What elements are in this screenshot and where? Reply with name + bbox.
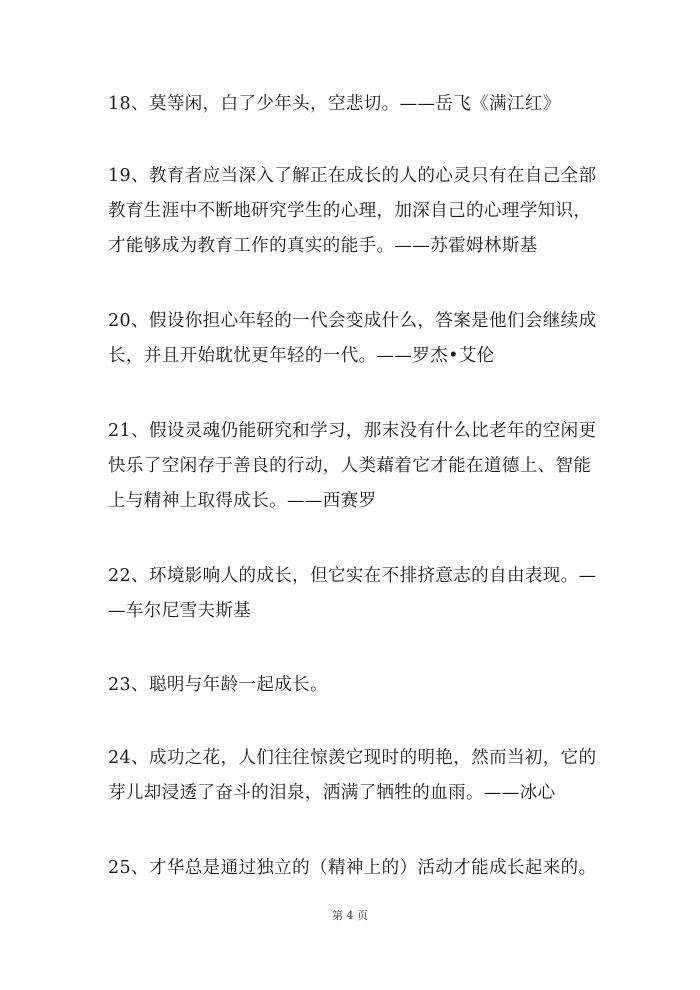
quote-line: 21、假设灵魂仍能研究和学习，那末没有什么比老年的空闲更 <box>108 421 597 441</box>
quote-line: 24、成功之花，人们往往惊羡它现时的明艳，然而当初，它的 <box>108 748 597 768</box>
quote-line: 23、聪明与年龄一起成长。 <box>108 675 328 695</box>
quote-line: 才能够成为教育工作的真实的能手。——苏霍姆林斯基 <box>108 236 538 256</box>
quote-line: 芽儿却浸透了奋斗的泪泉，洒满了牺牲的血雨。——冰心 <box>108 783 556 803</box>
quote-20 <box>108 304 597 374</box>
quote-19 <box>108 159 597 264</box>
quote-line: 上与精神上取得成长。——西赛罗 <box>108 491 377 511</box>
quote-line: 18、莫等闲，白了少年头，空悲切。——岳飞《满江红》 <box>108 94 561 114</box>
quote-line: 快乐了空闲存于善良的行动，人类藉着它才能在道德上、智能 <box>108 456 592 476</box>
quote-21 <box>108 414 597 519</box>
quote-line: 19、教育者应当深入了解正在成长的人的心灵只有在自己全部 <box>108 166 597 186</box>
quote-line: 20、假设你担心年轻的一代会变成什么，答案是他们会继续成 <box>108 311 597 331</box>
page-number: 第 4 页 <box>332 909 368 922</box>
quote-line: 22、环境影响人的成长，但它实在不排挤意志的自由表现。— <box>108 566 597 586</box>
quote-line: 长，并且开始耽忧更年轻的一代。——罗杰•艾伦 <box>108 346 495 366</box>
quote-line: —车尔尼雪夫斯基 <box>108 601 252 621</box>
quote-22 <box>108 559 597 629</box>
quote-23 <box>108 668 588 703</box>
quote-18 <box>108 87 588 122</box>
quote-25 <box>108 851 597 886</box>
quote-line: 教育生涯中不断地研究学生的心理，加深自己的心理学知识， <box>108 201 592 221</box>
quote-24 <box>108 741 597 811</box>
quote-line: 25、才华总是通过独立的（精神上的）活动才能成长起来的。 <box>108 858 597 878</box>
